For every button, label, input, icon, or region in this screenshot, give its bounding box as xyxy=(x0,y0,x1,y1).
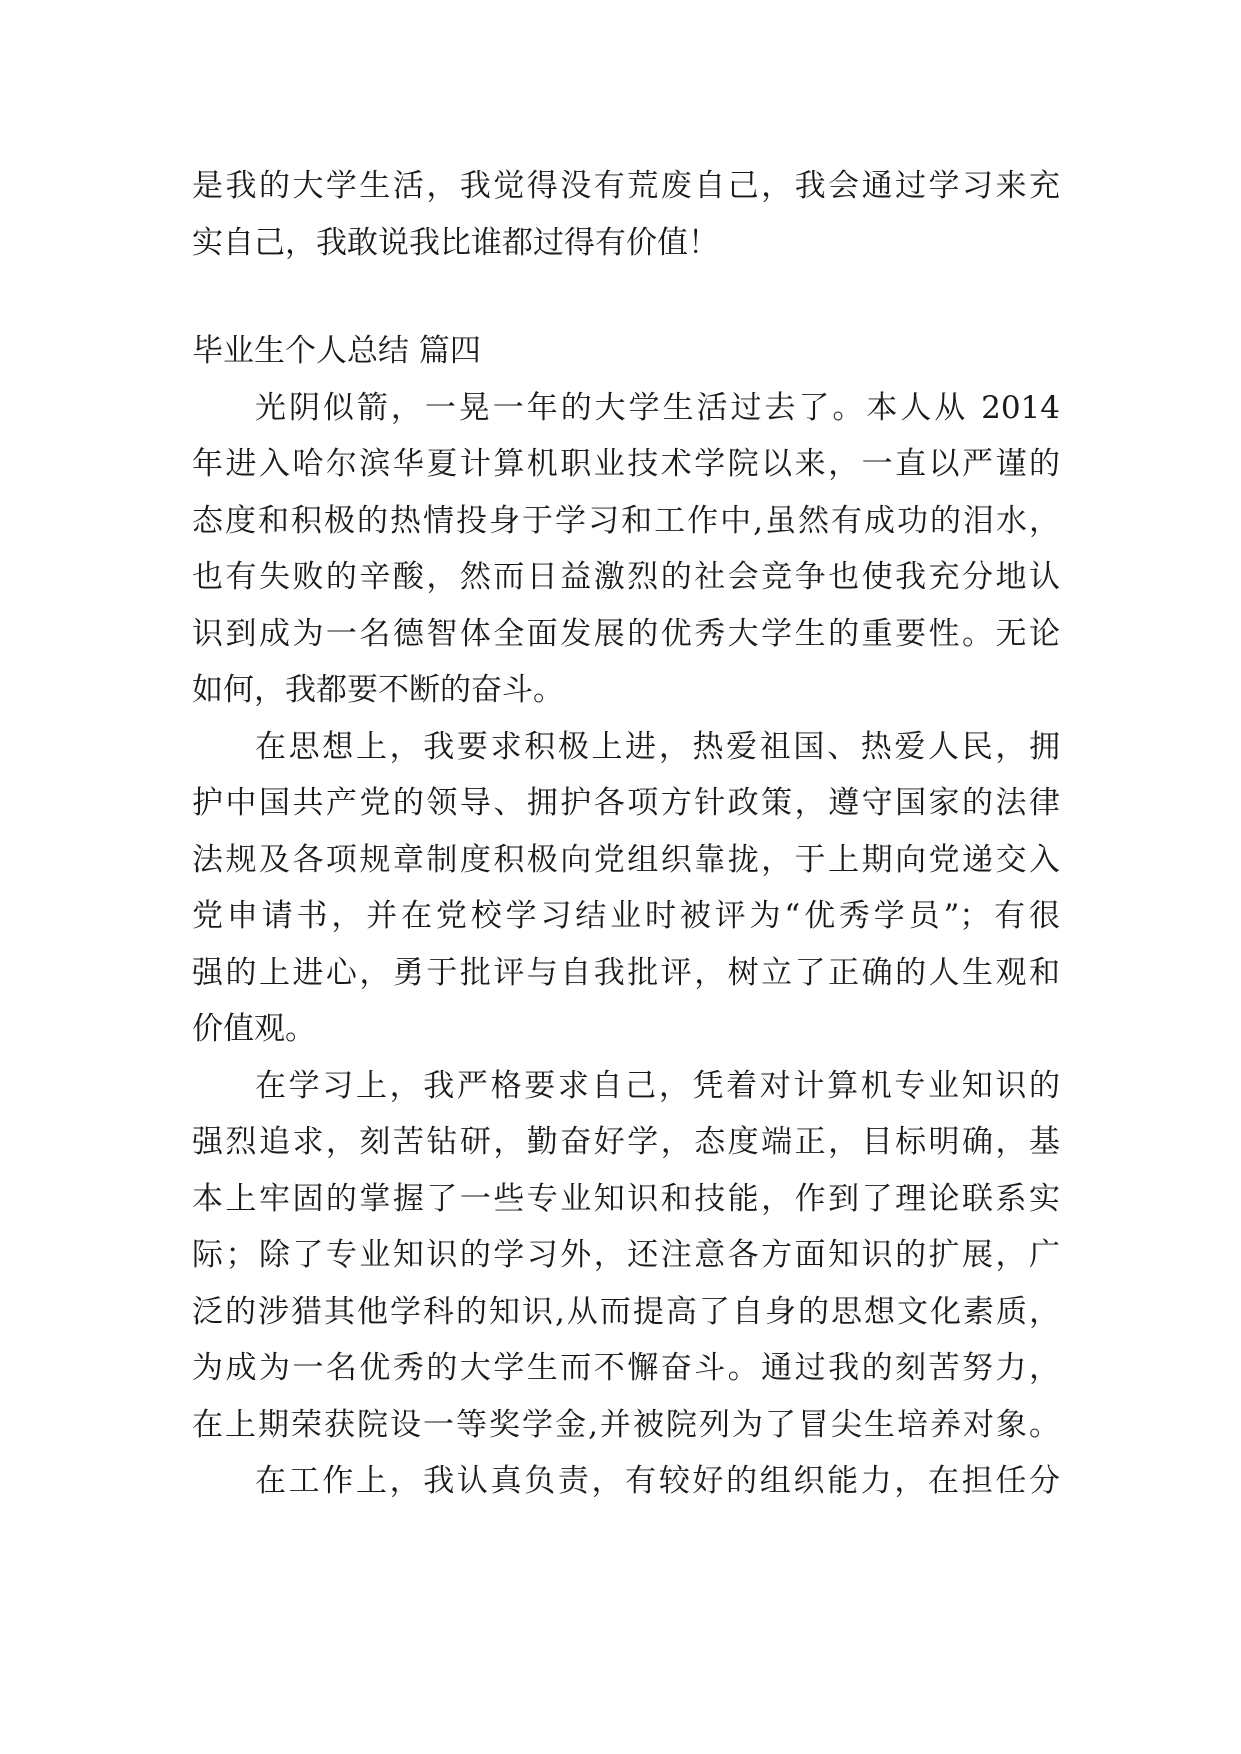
text-line: 强的上进心，勇于批评与自我批评，树立了正确的人生观和 xyxy=(192,954,1060,991)
text-line: 泛的涉猎其他学科的知识,从而提高了自身的思想文化素质， xyxy=(192,1293,1060,1330)
paragraph xyxy=(192,1453,1060,1510)
text-line: 在学习上，我严格要求自己，凭着对计算机专业知识的 xyxy=(255,1067,1060,1104)
document-body xyxy=(192,158,1060,1510)
text-line: 价值观。 xyxy=(192,1011,316,1047)
text-line: 法规及各项规章制度积极向党组织靠拢，于上期向党递交入 xyxy=(192,841,1060,878)
paragraph xyxy=(192,1058,1060,1454)
text-line: 为成为一名优秀的大学生而不懈奋斗。通过我的刻苦努力， xyxy=(192,1350,1060,1386)
paragraph xyxy=(192,719,1060,1058)
text-line: 强烈追求，刻苦钻研，勤奋好学，态度端正，目标明确，基 xyxy=(192,1124,1060,1160)
text-line: 护中国共产党的领导、拥护各项方针政策，遵守国家的法律 xyxy=(192,785,1060,821)
continuation-paragraph xyxy=(192,158,1060,271)
text-line: 在上期荣获院设一等奖学金,并被院列为了冒尖生培养对象。 xyxy=(192,1406,1060,1443)
text-line: 态度和积极的热情投身于学习和工作中,虽然有成功的泪水， xyxy=(192,502,1060,539)
text-line: 际；除了专业知识的学习外，还注意各方面知识的扩展，广 xyxy=(192,1237,1060,1273)
text-line: 如何，我都要不断的奋斗。 xyxy=(192,672,564,708)
text-line: 在思想上，我要求积极上进，热爱祖国、热爱人民，拥 xyxy=(255,728,1060,765)
text-line: 实自己，我敢说我比谁都过得有价值！ xyxy=(192,224,719,261)
text-line: 在工作上，我认真负责，有较好的组织能力，在担任分 xyxy=(255,1463,1060,1499)
paragraph xyxy=(192,380,1060,719)
text-line: 本上牢固的掌握了一些专业知识和技能，作到了理论联系实 xyxy=(192,1180,1060,1217)
text-line: 年进入哈尔滨华夏计算机职业技术学院以来，一直以严谨的 xyxy=(192,446,1060,482)
section-heading: 毕业生个人总结 篇四 xyxy=(192,333,481,369)
text-line: 党申请书，并在党校学习结业时被评为“优秀学员”；有很 xyxy=(192,898,1060,934)
text-line: 光阴似箭，一晃一年的大学生活过去了。本人从 2014 xyxy=(255,389,1060,426)
text-line: 也有失败的辛酸，然而日益激烈的社会竞争也使我充分地认 xyxy=(192,559,1060,595)
text-line: 识到成为一名德智体全面发展的优秀大学生的重要性。无论 xyxy=(192,615,1060,652)
text-line: 是我的大学生活，我觉得没有荒废自己，我会通过学习来充 xyxy=(192,168,1060,204)
